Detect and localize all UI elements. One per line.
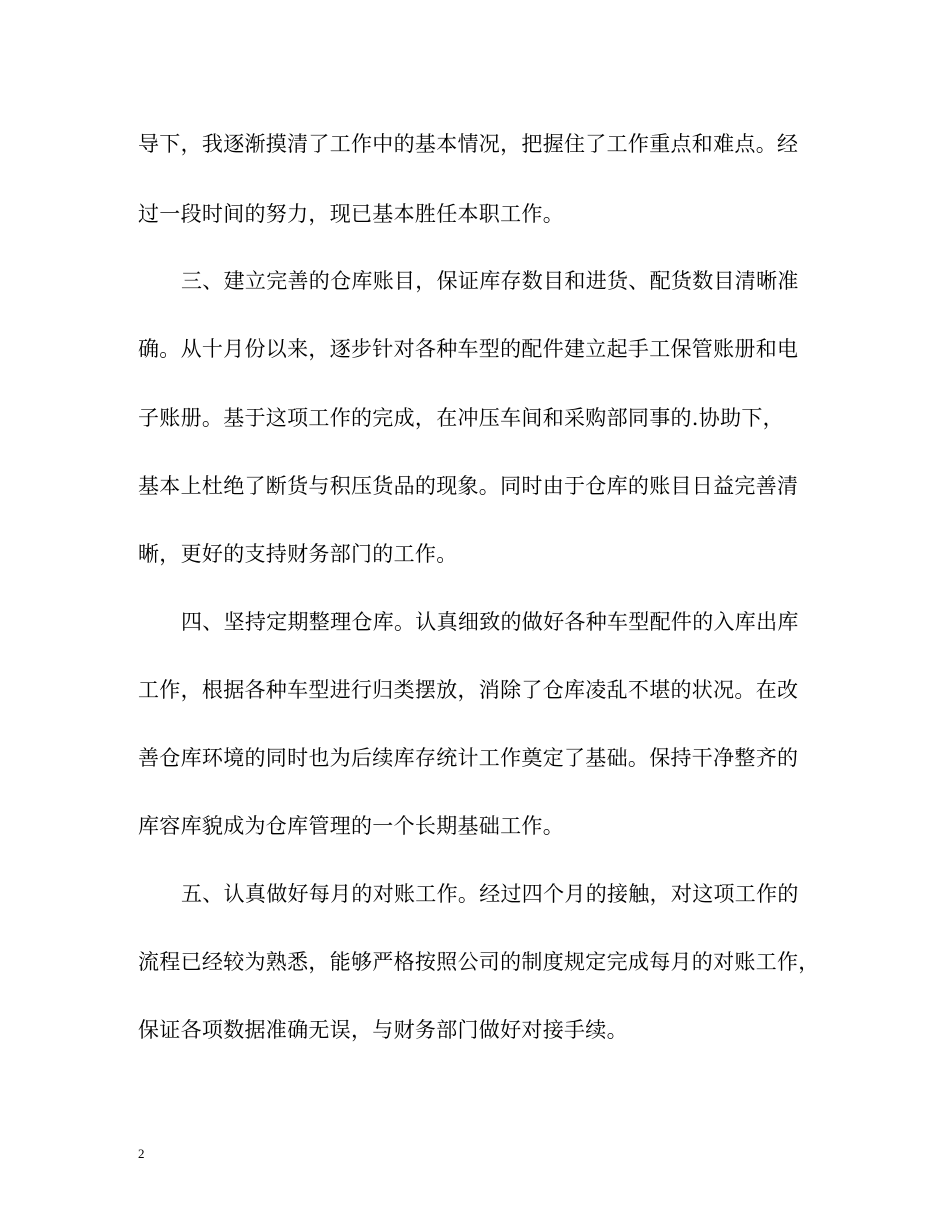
page-number: 2 bbox=[138, 1146, 145, 1161]
text-line: 子账册。基于这项工作的完成，在冲压车间和采购部同事的.协助下， bbox=[138, 406, 784, 430]
text-line: 基本上杜绝了断货与积压货品的现象。同时由于仓库的账目日益完善清 bbox=[138, 474, 799, 498]
section-five-heading-line: 五、认真做好每月的对账工作。经过四个月的接触，对这项工作的 bbox=[181, 882, 799, 906]
text-line: 流程已经较为熟悉，能够严格按照公司的制度规定完成每月的对账工作， bbox=[138, 950, 820, 974]
text-line: 过一段时间的努力，现已基本胜任本职工作。 bbox=[138, 202, 564, 226]
text-line: 导下，我逐渐摸清了工作中的基本情况，把握住了工作重点和难点。经 bbox=[138, 132, 799, 156]
text-line: 善仓库环境的同时也为后续库存统计工作奠定了基础。保持干净整齐的 bbox=[138, 746, 799, 770]
section-four-heading-line: 四、坚持定期整理仓库。认真细致的做好各种车型配件的入库出库 bbox=[181, 610, 799, 634]
text-line: 晰，更好的支持财务部门的工作。 bbox=[138, 542, 458, 566]
section-three-heading-line: 三、建立完善的仓库账目，保证库存数目和进货、配货数目清晰准 bbox=[181, 269, 799, 293]
text-line: 工作，根据各种车型进行归类摆放，消除了仓库凌乱不堪的状况。在改 bbox=[138, 678, 799, 702]
text-line: 保证各项数据准确无误，与财务部门做好对接手续。 bbox=[138, 1018, 628, 1042]
text-line: 确。从十月份以来，逐步针对各种车型的配件建立起手工保管账册和电 bbox=[138, 337, 799, 361]
text-line: 库容库貌成为仓库管理的一个长期基础工作。 bbox=[138, 814, 564, 838]
